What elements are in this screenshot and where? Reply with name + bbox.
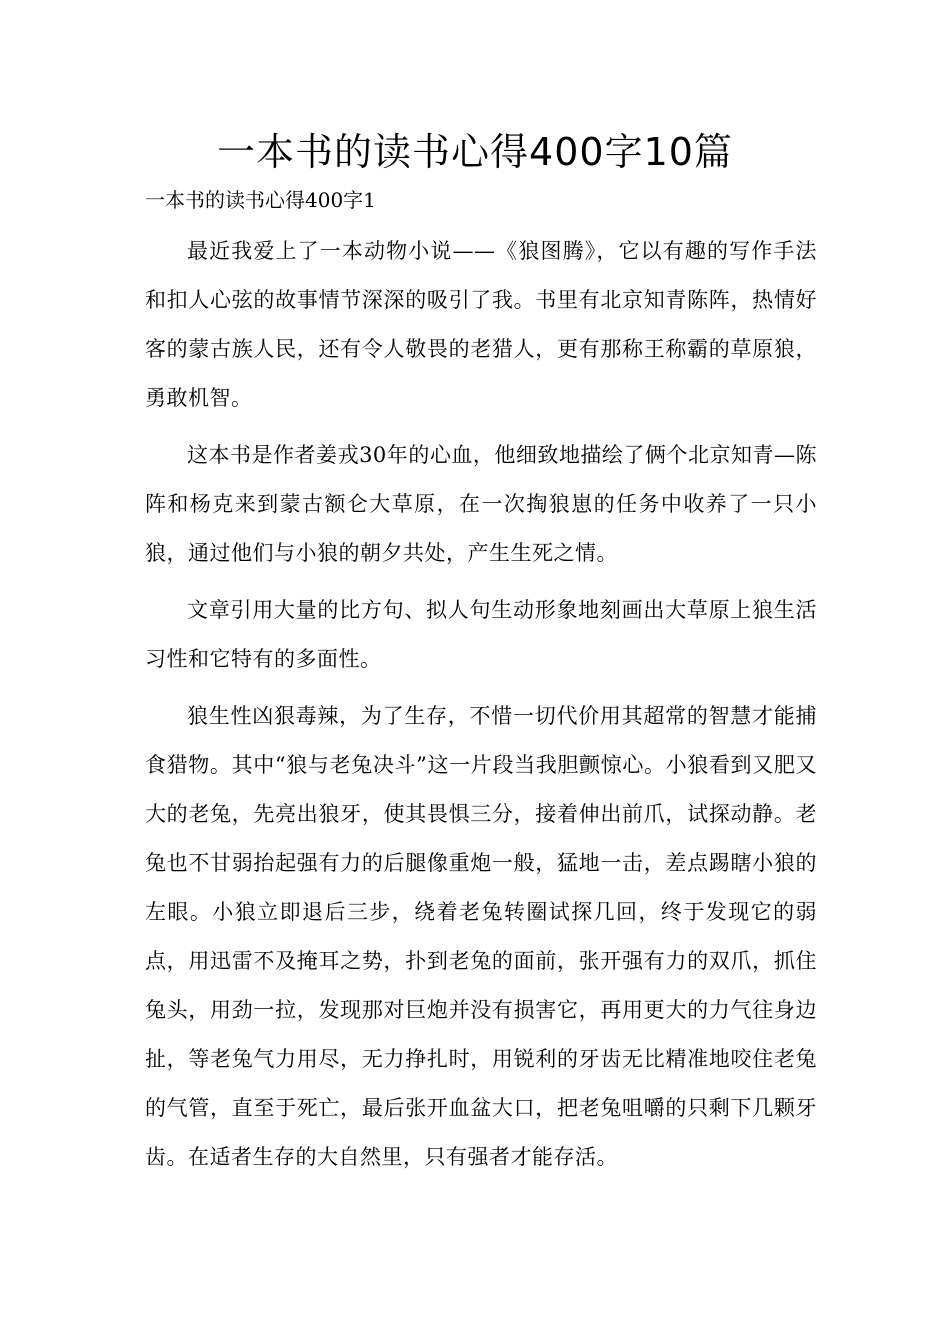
document-body xyxy=(145,227,817,1190)
paragraph-4: 狼生性凶狠毒辣，为了生存，不惜一切代价用其超常的智慧才能捕食猎物。其中“狼与老兔决斗”这一片段当我胆颤惊心。小狼看到又肥又大的老兔，先亮出狼牙，使其畏惧三分，接着伸出前爪，试探动静。老兔也不甘弱抬起强有力的后腿像重炮一般，猛地一击，差点踢瞎小狼的左眼。小狼立即退后三步，绕着老兔转圈试探几回，终于发现它的弱点，用迅雷不及掩耳之势，扑到老兔的面前，张开强有力的双爪，抓住兔头，用劲一拉，发现那对巨炮并没有损害它，再用更大的力气往身边扯，等老兔气力用尽，无力挣扎时，用锐利的牙齿无比精准地咬住老兔的气管，直至于死亡，最后张开血盆大口，把老兔咀嚼的只剩下几颗牙齿。在适者生存的大自然里，只有强者才能存活。 xyxy=(145,704,817,1169)
paragraph-3: 文章引用大量的比方句、拟人句生动形象地刻画出大草原上狼生活习性和它特有的多面性。 xyxy=(145,598,817,671)
paragraph-2: 这本书是作者姜戎30年的心血，他细致地描绘了俩个北京知青—陈阵和杨克来到蒙古额仑大草原，在一次掏狼崽的任务中收养了一只小狼，通过他们与小狼的朝夕共处，产生生死之情。 xyxy=(145,443,817,565)
section-heading: 一本书的读书心得400字1 xyxy=(145,188,376,212)
document-title: 一本书的读书心得400字10篇 xyxy=(217,130,733,174)
paragraph-1: 最近我爱上了一本动物小说——《狼图腾》，它以有趣的写作手法和扣人心弦的故事情节深深的吸引了我。书里有北京知青陈阵，热情好客的蒙古族人民，还有令人敬畏的老猎人，更有那称王称霸的草原狼，勇敢机智。 xyxy=(145,239,817,410)
